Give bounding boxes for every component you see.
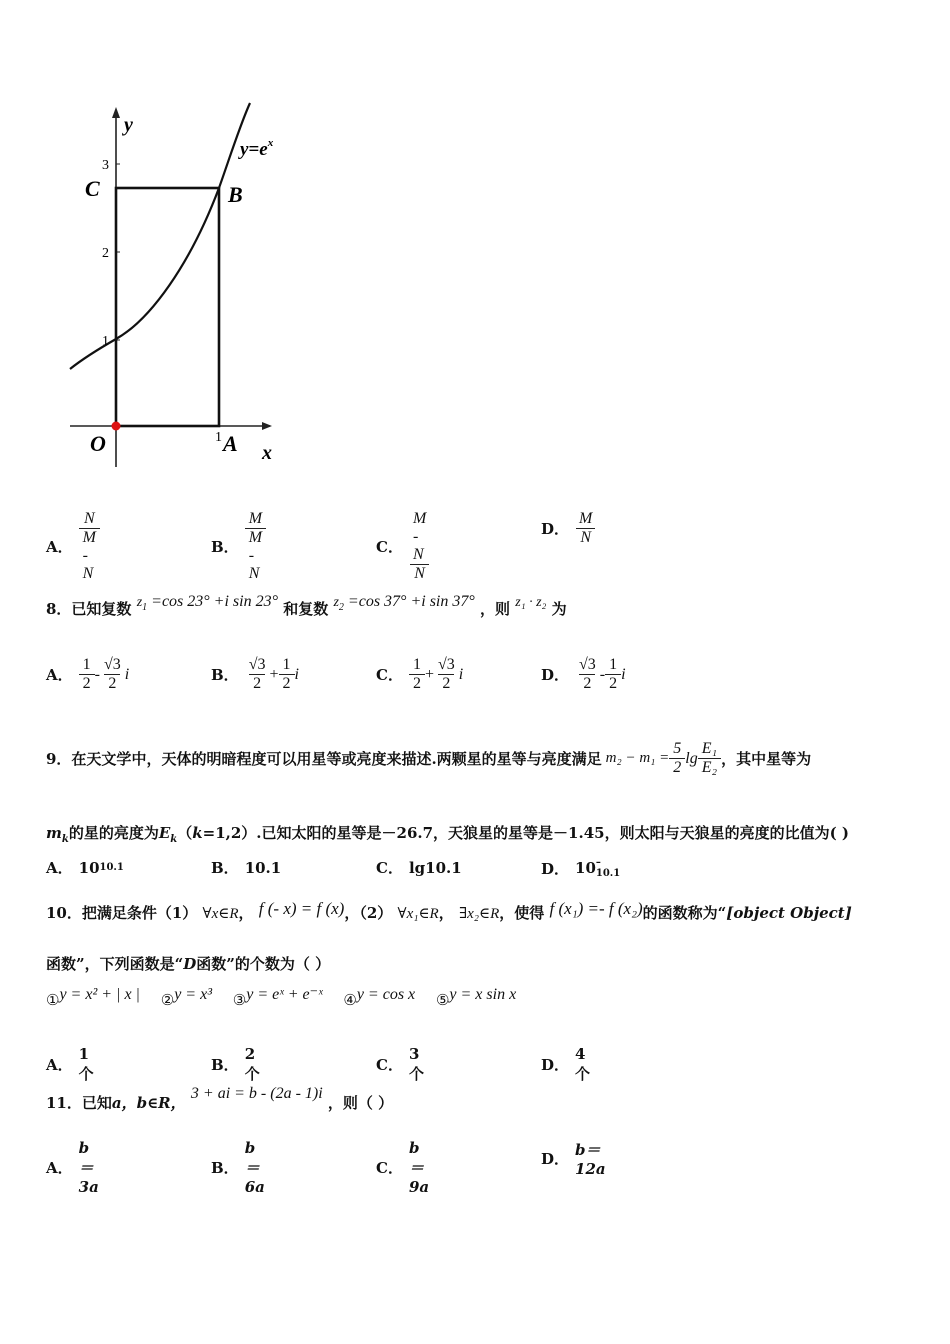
- y-axis-arrow: [112, 107, 120, 118]
- q9-option-b[interactable]: B． 10.1: [211, 858, 282, 877]
- q8-stem: 8．已知复数 $z_1 =\cos$ 23° +i sin 23° 和复数 $z_2 =\cos$ 37° +i sin 37° ，则 z₁ · z₂ 为: [46, 593, 567, 618]
- exp-curve: [70, 103, 250, 369]
- forall-condition: ∀x∈R: [202, 906, 239, 922]
- q11-option-a[interactable]: A． b＝3a: [46, 1139, 99, 1196]
- z2-symbol: $z_2 =\cos$ 37° +i sin 37°: [333, 593, 475, 613]
- q11-stem: 11．已知a，b∈R， 3 + ai = b - (2a - 1)i ，则（ ）: [46, 1085, 394, 1112]
- q9-option-a[interactable]: A． 10 10.1: [46, 858, 124, 877]
- q11-option-b[interactable]: B． b＝6a: [211, 1139, 265, 1196]
- q11-option-d[interactable]: D． b＝12a: [541, 1141, 606, 1178]
- curve-label: $y=e^x$: [240, 137, 274, 160]
- z1-symbol: $z_1 =\cos$ 23° +i sin 23°: [136, 593, 278, 613]
- q8-option-a[interactable]: A． $\frac{1}{2}$ - $\frac{√3}{2}$ i: [46, 656, 130, 692]
- function-2: y = x³: [174, 986, 212, 1003]
- function-3: y = eˣ + e⁻ˣ: [246, 986, 323, 1003]
- q7-option-b[interactable]: [211, 510, 266, 583]
- option-label: A．: [46, 666, 73, 684]
- q7-option-d[interactable]: [541, 510, 596, 547]
- complex-equation: 3 + ai = b - (2a - 1)i: [190, 1085, 323, 1102]
- tick-x1-label: 1: [215, 430, 222, 445]
- odd-condition: f (x₁) =- f (x₂): [549, 899, 643, 918]
- q10-functions: ①y = x² + | x | ②y = x³ ③y = eˣ + e⁻ˣ ④y = cos x ⑤y = x sin x: [46, 986, 517, 1009]
- q10-stem-line1: 10．把满足条件（1） ∀x∈R， f (- x) = f (x)，（2） ∀x₁∈R， ∃x₂∈R，使得 f (x₁) =- f (x₂)的函数称为“[object Object]: [46, 899, 852, 922]
- q10-option-d[interactable]: D． 4个: [541, 1045, 591, 1083]
- tick-y3-label: 3: [102, 158, 109, 173]
- option-label: C．: [376, 538, 403, 556]
- magnitude-formula: m₂ − m₁ = $\frac{5}{2}$ lg $\frac{\text{E₁}}{\text{E₂}}$: [606, 740, 721, 777]
- q10-stem-line2: 函数”，下列函数是“D函数”的个数为（ ）: [46, 955, 331, 973]
- point-A-label: A: [223, 431, 238, 456]
- q7-option-c[interactable]: [376, 510, 430, 583]
- q9-stem-line1: 9．在天文学中，天体的明暗程度可以用星等或亮度来描述.两颗星的星等与亮度满足 m₂ − m₁ = $\frac{5}{2}$ lg $\frac{\text{E₁}}{\text{E₂}}$ ，其中星等为: [46, 740, 812, 776]
- option-label: B．: [211, 538, 239, 556]
- function-5: y = x sin x: [449, 986, 517, 1003]
- q10-option-b[interactable]: B． 2个: [211, 1045, 260, 1083]
- x-axis-arrow: [262, 422, 272, 430]
- q11-option-c[interactable]: C． b＝9a: [376, 1139, 430, 1196]
- tick-y2-label: 2: [102, 246, 109, 261]
- fraction: $\frac{N}{M - N}$: [79, 510, 100, 583]
- function-1: y = x² + | x |: [59, 986, 140, 1003]
- option-label: A．: [46, 538, 73, 556]
- origin-dot: [112, 422, 121, 431]
- exists-x2: ∃x₂∈R: [458, 906, 500, 922]
- q9-option-c[interactable]: C． lg10.1: [376, 858, 462, 877]
- x-axis-label: x: [262, 442, 272, 464]
- option-label: B．: [211, 666, 239, 684]
- q10-option-c[interactable]: C． 3个: [376, 1045, 424, 1083]
- fraction: $\frac{M}{M - N}$: [245, 510, 266, 583]
- product-expr: z₁ · z₂: [515, 595, 547, 610]
- tick-y1-label: 1: [102, 334, 109, 349]
- point-O-label: O: [90, 431, 106, 456]
- function-4: y = cos x: [356, 986, 416, 1003]
- option-label: D．: [541, 666, 570, 684]
- q9-stem-line2: $m_k$的星的亮度为$E_k(k=1,2)$.已知太阳的星等是－26.7，天狼星的星等是－1.45，则太阳与天狼星的亮度的比值为( ): [46, 824, 849, 845]
- q7-option-a[interactable]: [46, 510, 100, 583]
- point-C-label: C: [85, 176, 100, 201]
- even-condition: f (- x) = f (x): [258, 899, 345, 918]
- q8-option-b[interactable]: B． $\frac{√3}{2}$ + $\frac{1}{2}$ i: [211, 656, 299, 692]
- fraction: $\frac{M}{N}$: [575, 510, 596, 547]
- exponential-graph: [60, 95, 310, 475]
- q10-option-a[interactable]: A． 1个: [46, 1045, 94, 1083]
- option-label: C．: [376, 666, 403, 684]
- q8-option-c[interactable]: C． $\frac{1}{2}$ + $\frac{√3}{2}$ i: [376, 656, 464, 692]
- option-label: D．: [541, 520, 570, 538]
- forall-x1: ∀x₁∈R: [397, 906, 439, 922]
- point-B-label: B: [228, 182, 243, 207]
- fraction: $\frac{M - N}{N}$: [409, 510, 430, 583]
- q8-option-d[interactable]: D． $\frac{√3}{2}$ - $\frac{1}{2}$ i: [541, 656, 626, 692]
- y-axis-label: y: [124, 114, 133, 136]
- q9-option-d[interactable]: D． 10 –10.1: [541, 857, 621, 879]
